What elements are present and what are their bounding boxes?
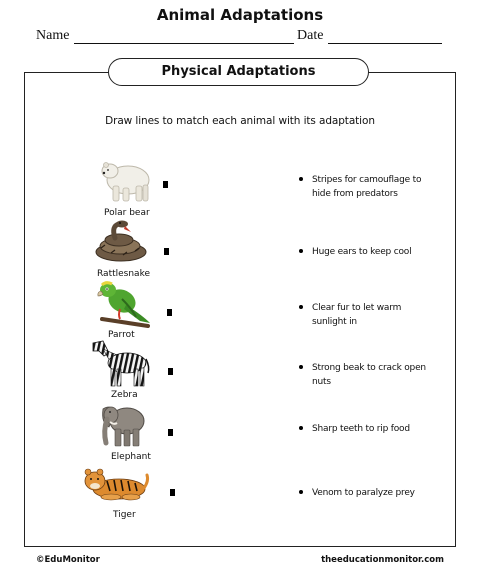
animal-label: Zebra [111,390,138,400]
animal-label: Polar bear [104,208,150,218]
date-field[interactable] [328,43,442,44]
adaptation-text: Huge ears to keep cool [312,247,412,257]
parrot-icon [96,279,152,327]
footer-website: theeducationmonitor.com [321,555,444,565]
animal-label: Tiger [113,510,136,520]
zebra-icon [89,339,151,389]
match-dot-adaptation-2[interactable] [299,249,303,253]
animal-label: Elephant [111,452,151,462]
match-dot-adaptation-5[interactable] [299,426,303,430]
match-dot-adaptation-3[interactable] [299,305,303,309]
match-dot-elephant[interactable] [168,429,173,436]
match-dot-adaptation-1[interactable] [299,177,303,181]
match-dot-tiger[interactable] [170,489,175,496]
adaptation-text: Strong beak to crack open nuts [312,363,426,387]
polar-bear-icon [98,158,153,204]
name-label: Name [36,28,70,43]
adaptation-text: Clear fur to let warm sunlight in [312,303,402,327]
footer-copyright: ©EduMonitor [36,555,100,565]
tiger-icon [81,463,149,503]
name-field[interactable] [74,43,294,44]
match-dot-polar-bear[interactable] [163,181,168,188]
adaptation-text: Venom to paralyze prey [312,488,415,498]
instructions: Draw lines to match each animal with its adaptation [105,115,375,127]
match-dot-rattlesnake[interactable] [164,248,169,255]
elephant-icon [99,401,147,449]
match-dot-zebra[interactable] [168,368,173,375]
animal-label: Parrot [108,330,135,340]
rattlesnake-icon [93,220,149,264]
animal-label: Rattlesnake [97,269,151,279]
date-label: Date [297,28,324,43]
adaptation-text: Stripes for camouflage to hide from predators [312,175,422,199]
adaptation-text: Sharp teeth to rip food [312,424,410,434]
match-dot-adaptation-4[interactable] [299,365,303,369]
section-title: Physical Adaptations [108,58,369,86]
match-dot-parrot[interactable] [167,309,172,316]
worksheet-title: Animal Adaptations [156,6,324,24]
match-dot-adaptation-6[interactable] [299,490,303,494]
